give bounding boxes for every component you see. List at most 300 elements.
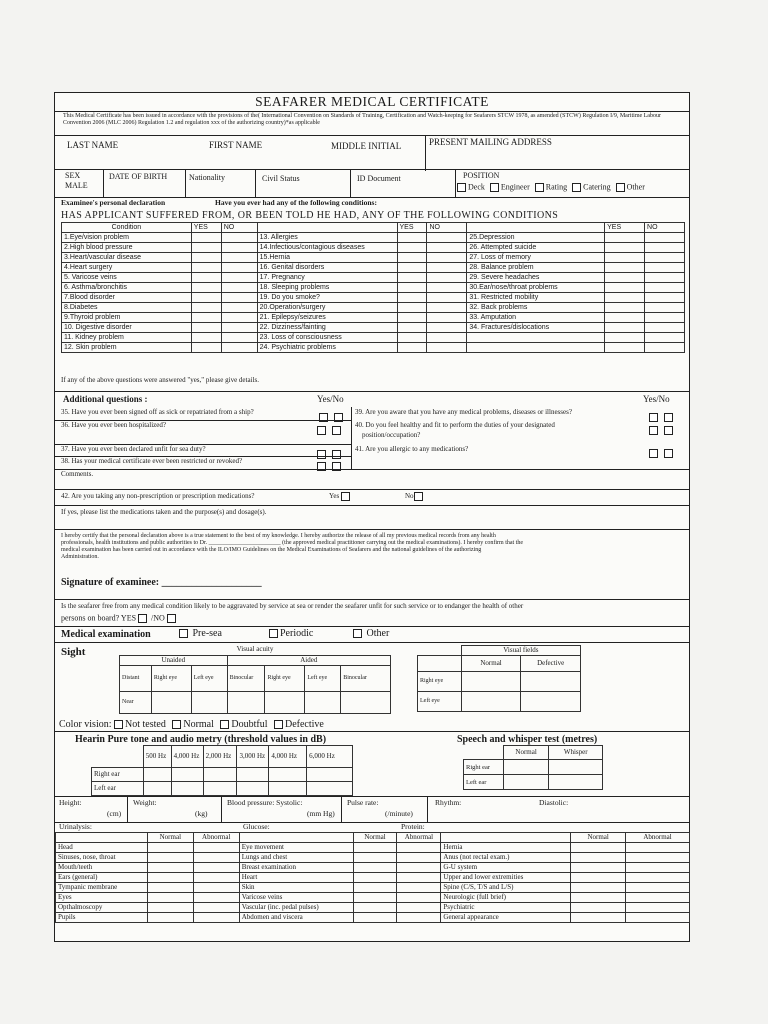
physical-exam-table — [55, 832, 690, 923]
abnormal-cell[interactable] — [193, 893, 239, 903]
q41-yes-checkbox[interactable] — [649, 449, 658, 458]
normal-cell[interactable] — [353, 893, 397, 903]
conditions-table — [61, 222, 685, 353]
physical-item-label: Opthalmoscopy — [56, 903, 148, 913]
yes-cell[interactable] — [397, 273, 427, 283]
no-cell[interactable] — [427, 313, 467, 323]
engineer-checkbox[interactable] — [490, 183, 499, 192]
q36-no-checkbox[interactable] — [332, 426, 341, 435]
condition-row — [62, 313, 685, 323]
physical-row — [56, 863, 690, 873]
yes-cell[interactable] — [605, 313, 645, 323]
abnormal-cell[interactable] — [626, 863, 690, 873]
q40: 40. Do you feel healthy and fit to perform the duties of your designated — [355, 421, 555, 429]
sight-label: Sight — [61, 646, 86, 658]
no-cell[interactable] — [221, 273, 257, 283]
exam-other-checkbox[interactable] — [353, 629, 362, 638]
yes-cell[interactable] — [397, 253, 427, 263]
condition-row — [62, 253, 685, 263]
condition-row — [62, 263, 685, 273]
phys-abnormal-3: Abnormal — [626, 833, 690, 843]
condition-row — [62, 233, 685, 243]
abnormal-cell[interactable] — [397, 913, 441, 923]
diastolic-label: Diastolic: — [539, 798, 569, 807]
cv-defective-checkbox[interactable] — [274, 720, 283, 729]
yes-cell[interactable] — [605, 263, 645, 273]
no-cell[interactable] — [221, 283, 257, 293]
normal-cell[interactable] — [571, 883, 626, 893]
q42-yes-checkbox[interactable] — [341, 492, 350, 501]
cv-normal-checkbox[interactable] — [172, 720, 181, 729]
no-cell[interactable] — [221, 333, 257, 343]
pulse-label: Pulse rate: — [347, 798, 379, 807]
yes-cell[interactable] — [605, 343, 645, 353]
yes-cell[interactable] — [397, 313, 427, 323]
condition-label: 22. Dizziness/fainting — [257, 323, 397, 333]
physical-row — [56, 843, 690, 853]
speech-normal: Normal — [503, 746, 549, 760]
col-aided-bino: Binocular — [341, 665, 391, 691]
cv-not-tested-checkbox[interactable] — [114, 720, 123, 729]
protein-label: Protein: — [401, 822, 425, 831]
weight-label: Weight: — [133, 798, 157, 807]
no-cell[interactable] — [221, 293, 257, 303]
if-yes-details: If any of the above questions were answered "yes," please give details. — [61, 376, 259, 384]
abnormal-cell[interactable] — [626, 843, 690, 853]
phys-header-row — [56, 833, 690, 843]
yes-cell[interactable] — [191, 303, 221, 313]
condition-row — [62, 273, 685, 283]
normal-cell[interactable] — [353, 913, 397, 923]
col-no-2: NO — [427, 223, 467, 233]
condition-label: 32. Back problems — [467, 303, 605, 313]
phys-normal-2: Normal — [353, 833, 397, 843]
yes-cell[interactable] — [191, 293, 221, 303]
q40-no-checkbox[interactable] — [664, 426, 673, 435]
physical-item-label: Ears (general) — [56, 873, 148, 883]
yes-cell[interactable] — [605, 273, 645, 283]
yes-cell[interactable] — [605, 333, 645, 343]
normal-cell[interactable] — [147, 863, 193, 873]
q36-boxes — [317, 421, 343, 439]
yes-cell[interactable] — [191, 253, 221, 263]
yes-cell[interactable] — [397, 293, 427, 303]
certify-line-3: medical examination has been carried out in accordance with the ILO/IMO Guidelines on the Medical Examinations of Seafarers and the national guidelines of the authorizing — [61, 547, 482, 553]
freq-3000: 3,000 Hz — [237, 746, 269, 768]
condition-label: 8.Diabetes — [62, 303, 192, 313]
no-cell[interactable] — [427, 323, 467, 333]
phys-normal-3: Normal — [571, 833, 626, 843]
abnormal-cell[interactable] — [397, 893, 441, 903]
normal-cell[interactable] — [147, 903, 193, 913]
visual-fields-heading: Visual fields — [461, 646, 580, 656]
normal-cell[interactable] — [571, 863, 626, 873]
yes-cell[interactable] — [191, 313, 221, 323]
no-cell[interactable] — [427, 273, 467, 283]
row-near: Near — [120, 691, 152, 713]
no-cell[interactable] — [427, 303, 467, 313]
physical-item-label: Head — [56, 843, 148, 853]
q36-yes-checkbox[interactable] — [317, 426, 326, 435]
declaration-question: Have you ever had any of the following conditions: — [215, 198, 377, 207]
condition-row — [62, 243, 685, 253]
condition-label: 20.Operation/surgery — [257, 303, 397, 313]
normal-cell[interactable] — [571, 873, 626, 883]
no-cell[interactable] — [221, 243, 257, 253]
additional-heading: Additional questions : — [63, 394, 148, 404]
periodic-checkbox[interactable] — [269, 629, 278, 638]
yes-cell[interactable] — [191, 273, 221, 283]
normal-cell[interactable] — [571, 903, 626, 913]
col-no-3: NO — [645, 223, 685, 233]
abnormal-cell[interactable] — [397, 873, 441, 883]
deck-checkbox[interactable] — [457, 183, 466, 192]
visual-acuity-heading: Visual acuity — [120, 645, 391, 655]
freq-4000b: 4,000 Hz — [269, 746, 307, 768]
no-cell[interactable] — [427, 263, 467, 273]
no-cell[interactable] — [645, 333, 685, 343]
yes-cell[interactable] — [605, 323, 645, 333]
physical-item-label: Lungs and chest — [239, 853, 353, 863]
rating-checkbox[interactable] — [535, 183, 544, 192]
fitness-no-checkbox[interactable] — [167, 614, 176, 623]
yes-cell[interactable] — [191, 323, 221, 333]
no-cell[interactable] — [645, 233, 685, 243]
yes-cell[interactable] — [397, 263, 427, 273]
yes-cell[interactable] — [397, 303, 427, 313]
abnormal-cell[interactable] — [397, 853, 441, 863]
normal-cell[interactable] — [147, 913, 193, 923]
normal-cell[interactable] — [571, 913, 626, 923]
q35: 35. Have you ever been signed off as sick or repatriated from a ship? — [61, 408, 254, 416]
cv-doubtful-checkbox[interactable] — [220, 720, 229, 729]
catering-checkbox[interactable] — [572, 183, 581, 192]
physical-item-label: Varicose veins — [239, 893, 353, 903]
yes-cell[interactable] — [191, 233, 221, 243]
no-cell[interactable] — [221, 343, 257, 353]
yes-cell[interactable] — [191, 283, 221, 293]
yes-cell[interactable] — [191, 333, 221, 343]
yes-cell[interactable] — [605, 243, 645, 253]
hearing-label: Hearin Pure tone and audio metry (threshold values in dB) — [75, 734, 327, 745]
no-cell[interactable] — [645, 253, 685, 263]
phys-abnormal-1: Abnormal — [193, 833, 239, 843]
abnormal-cell[interactable] — [193, 843, 239, 853]
yes-cell[interactable] — [397, 243, 427, 253]
condition-label: 4.Heart surgery — [62, 263, 192, 273]
physical-row — [56, 883, 690, 893]
no-cell[interactable] — [645, 273, 685, 283]
physical-item-label: Spine (C/S, T/S and L/S) — [441, 883, 571, 893]
q40-yes-checkbox[interactable] — [649, 426, 658, 435]
no-cell[interactable] — [645, 323, 685, 333]
normal-cell[interactable] — [353, 903, 397, 913]
abnormal-cell[interactable] — [397, 843, 441, 853]
col-unaided-right: Right eye — [151, 665, 191, 691]
color-vision: Color vision: Not tested Normal Doubtful Defective — [59, 719, 324, 730]
no-cell[interactable] — [645, 343, 685, 353]
bp-unit: (mm Hg) — [307, 809, 335, 818]
condition-label: 15.Hernia — [257, 253, 397, 263]
yes-cell[interactable] — [605, 303, 645, 313]
condition-label: 30.Ear/nose/throat problems — [467, 283, 605, 293]
speech-label: Speech and whisper test (metres) — [457, 734, 598, 745]
rhythm-label: Rhythm: — [435, 798, 462, 807]
presea-checkbox[interactable] — [179, 629, 188, 638]
page-title: SEAFARER MEDICAL CERTIFICATE — [255, 94, 489, 109]
civil-status-label: Civil Status — [262, 174, 300, 183]
yes-cell[interactable] — [397, 283, 427, 293]
no-cell[interactable] — [645, 243, 685, 253]
abnormal-cell[interactable] — [626, 853, 690, 863]
no-cell[interactable] — [645, 283, 685, 293]
q36: 36. Have you ever been hospitalized? — [61, 421, 166, 429]
position-options: Deck Engineer Rating Catering Other — [457, 183, 645, 192]
nationality-label: Nationality — [189, 173, 225, 182]
condition-label: 34. Fractures/dislocations — [467, 323, 605, 333]
no-cell[interactable] — [427, 253, 467, 263]
yes-cell[interactable] — [397, 343, 427, 353]
no-cell[interactable] — [427, 283, 467, 293]
normal-cell[interactable] — [147, 893, 193, 903]
conditions-header-row — [62, 223, 685, 233]
visual-acuity-table — [119, 645, 391, 714]
physical-item-label: Tympanic membrane — [56, 883, 148, 893]
no-cell[interactable] — [427, 233, 467, 243]
abnormal-cell[interactable] — [626, 883, 690, 893]
col-distant: Distant — [120, 665, 152, 691]
normal-cell[interactable] — [147, 843, 193, 853]
no-cell[interactable] — [221, 233, 257, 243]
condition-label: 21. Epilepsy/seizures — [257, 313, 397, 323]
no-cell[interactable] — [645, 293, 685, 303]
exam-other: Other — [353, 628, 389, 639]
abnormal-cell[interactable] — [626, 913, 690, 923]
physical-item-label: Neurologic (full brief) — [441, 893, 571, 903]
signature-line[interactable]: Signature of examinee: ____________________ — [61, 577, 262, 588]
condition-label: 27. Loss of memory — [467, 253, 605, 263]
no-cell[interactable] — [427, 333, 467, 343]
no-cell[interactable] — [645, 313, 685, 323]
no-cell[interactable] — [645, 303, 685, 313]
middle-initial-label: MIDDLE INITIAL — [331, 141, 402, 151]
condition-label: 24. Psychiatric problems — [257, 343, 397, 353]
speech-table — [463, 745, 603, 790]
q41-no-checkbox[interactable] — [664, 449, 673, 458]
physical-item-label: Psychiatric — [441, 903, 571, 913]
q38-boxes — [317, 457, 343, 475]
speech-whisper: Whisper — [549, 746, 603, 760]
freq-4000a: 4,000 Hz — [171, 746, 203, 768]
col-condition: Condition — [62, 223, 192, 233]
unaided-heading: Unaided — [120, 655, 228, 665]
no-cell[interactable] — [645, 263, 685, 273]
id-document-label: ID Document — [357, 174, 401, 183]
no-cell[interactable] — [427, 243, 467, 253]
weight-unit: (kg) — [195, 809, 208, 818]
q41: 41. Are you allergic to any medications? — [355, 445, 469, 453]
yes-cell[interactable] — [191, 243, 221, 253]
q42-yes: Yes — [329, 492, 352, 501]
audio-left-ear: Left ear — [92, 782, 144, 796]
condition-label — [467, 333, 605, 343]
glucose-label: Glucose: — [243, 822, 270, 831]
abnormal-cell[interactable] — [193, 913, 239, 923]
condition-label: 31. Restricted mobility — [467, 293, 605, 303]
declaration-label: Examinee's personal declaration — [61, 198, 166, 207]
condition-label: 28. Balance problem — [467, 263, 605, 273]
yes-cell[interactable] — [191, 343, 221, 353]
height-unit: (cm) — [107, 809, 122, 818]
address-label: PRESENT MAILING ADDRESS — [429, 137, 552, 147]
no-cell[interactable] — [221, 253, 257, 263]
yes-cell[interactable] — [191, 263, 221, 273]
abnormal-cell[interactable] — [193, 873, 239, 883]
condition-label: 13. Allergies — [257, 233, 397, 243]
condition-label: 5. Varicose veins — [62, 273, 192, 283]
physical-row — [56, 903, 690, 913]
no-cell[interactable] — [221, 313, 257, 323]
q38: 38. Has your medical certificate ever been restricted or revoked? — [61, 457, 243, 465]
abnormal-cell[interactable] — [626, 903, 690, 913]
condition-label: 23. Loss of consciousness — [257, 333, 397, 343]
normal-cell[interactable] — [571, 853, 626, 863]
physical-item-label: G-U system — [441, 863, 571, 873]
q42-no-checkbox[interactable] — [414, 492, 423, 501]
normal-cell[interactable] — [571, 893, 626, 903]
q42: 42. Are you taking any non-prescription or prescription medications? — [61, 492, 255, 500]
sex-label: SEX — [65, 171, 81, 180]
normal-cell[interactable] — [147, 873, 193, 883]
yes-cell[interactable] — [397, 323, 427, 333]
condition-label: 33. Amputation — [467, 313, 605, 323]
fitness-question: Is the seafarer free from any medical condition likely to be aggravated by service at sea or render the seafarer unfit for such service or to endanger the health of other — [61, 602, 524, 610]
col-yes-2: YES — [397, 223, 427, 233]
normal-cell[interactable] — [353, 853, 397, 863]
yes-cell[interactable] — [605, 253, 645, 263]
q39: 39. Are you aware that you have any medical problems, diseases or illnesses? — [355, 408, 572, 416]
physical-item-label: Eyes — [56, 893, 148, 903]
q42-no: No — [405, 492, 425, 501]
condition-row — [62, 333, 685, 343]
normal-cell[interactable] — [353, 883, 397, 893]
normal-cell[interactable] — [353, 873, 397, 883]
other-checkbox[interactable] — [616, 183, 625, 192]
col-yes: YES — [191, 223, 221, 233]
bp-label: Blood pressure: Systolic: — [227, 798, 303, 807]
exam-presea: Pre-sea — [179, 628, 222, 639]
q40-cont: position/occupation? — [362, 431, 421, 439]
normal-cell[interactable] — [147, 883, 193, 893]
condition-label: 1.Eye/vision problem — [62, 233, 192, 243]
abnormal-cell[interactable] — [626, 893, 690, 903]
condition-row — [62, 303, 685, 313]
condition-label: 2.High blood pressure — [62, 243, 192, 253]
abnormal-cell[interactable] — [397, 903, 441, 913]
abnormal-cell[interactable] — [193, 863, 239, 873]
physical-item-label: Pupils — [56, 913, 148, 923]
condition-label — [467, 343, 605, 353]
physical-row — [56, 853, 690, 863]
no-cell[interactable] — [427, 343, 467, 353]
abnormal-cell[interactable] — [626, 873, 690, 883]
col-yes-3: YES — [605, 223, 645, 233]
physical-item-label: General appearance — [441, 913, 571, 923]
yes-cell[interactable] — [397, 333, 427, 343]
dob-label: DATE OF BIRTH — [109, 172, 168, 181]
yes-cell[interactable] — [605, 233, 645, 243]
physical-item-label: Sinuses, nose, throat — [56, 853, 148, 863]
pulse-unit: (/minute) — [385, 809, 413, 818]
abnormal-cell[interactable] — [193, 903, 239, 913]
normal-cell[interactable] — [353, 843, 397, 853]
abnormal-cell[interactable] — [193, 883, 239, 893]
normal-cell[interactable] — [147, 853, 193, 863]
physical-item-label: Eye movement — [239, 843, 353, 853]
yes-cell[interactable] — [605, 293, 645, 303]
yes-no-label-2: Yes/No — [643, 394, 670, 404]
position-label: POSITION — [463, 171, 500, 180]
medical-exam-label: Medical examination — [61, 629, 151, 640]
condition-row — [62, 293, 685, 303]
certify-line-4: Administration. — [61, 554, 99, 560]
freq-6000: 6,000 Hz — [307, 746, 353, 768]
physical-item-label: Hernia — [441, 843, 571, 853]
no-cell[interactable] — [221, 303, 257, 313]
condition-label: 3.Heart/vascular disease — [62, 253, 192, 263]
freq-500: 500 Hz — [143, 746, 171, 768]
col-aided-left: Left eye — [305, 665, 341, 691]
condition-label: 7.Blood disorder — [62, 293, 192, 303]
physical-item-label: Vascular (inc. pedal pulses) — [239, 903, 353, 913]
no-cell[interactable] — [221, 323, 257, 333]
no-cell[interactable] — [427, 293, 467, 303]
normal-cell[interactable] — [571, 843, 626, 853]
intro-text: This Medical Certificate has been issued in accordance with the provisions of the( International Convention on Standards of Training, Certification and Watch-keeping for Seafarers STCW 1978, as amended (STCW) Regulation I/9, Maritime Labour Convention 2006 (MLC 2006) Regulation 1.2 and regulation xxx of the authorizing country)*as applicable — [63, 113, 661, 127]
physical-row — [56, 873, 690, 883]
abnormal-cell[interactable] — [193, 853, 239, 863]
first-name-label: FIRST NAME — [209, 140, 263, 150]
condition-label: 9.Thyroid problem — [62, 313, 192, 323]
visual-fields-table — [417, 645, 581, 712]
physical-item-label: Mouth/teeth — [56, 863, 148, 873]
last-name-label: LAST NAME — [67, 140, 119, 150]
speech-left-ear: Left ear — [464, 775, 504, 790]
sex-value: MALE — [65, 181, 88, 190]
physical-row — [56, 913, 690, 923]
yes-no-label-1: Yes/No — [317, 394, 344, 404]
yes-cell[interactable] — [397, 233, 427, 243]
urinalysis-label: Urinalysis: — [59, 822, 92, 831]
phys-normal-1: Normal — [147, 833, 193, 843]
abnormal-cell[interactable] — [397, 883, 441, 893]
fitness-yes-checkbox[interactable] — [138, 614, 147, 623]
normal-cell[interactable] — [353, 863, 397, 873]
physical-item-label: Skin — [239, 883, 353, 893]
q41-boxes — [649, 444, 675, 462]
col-unaided-bino: Binocular — [227, 665, 265, 691]
condition-label: 19. Do you smoke? — [257, 293, 397, 303]
yes-cell[interactable] — [605, 283, 645, 293]
abnormal-cell[interactable] — [397, 863, 441, 873]
physical-item-label: Breast examination — [239, 863, 353, 873]
speech-right-ear: Right ear — [464, 760, 504, 775]
fitness-answer: persons on board? YES /NO — [61, 614, 178, 623]
physical-item-label: Anus (not rectal exam.) — [441, 853, 571, 863]
q42-detail: If yes, please list the medications taken and the purpose(s) and dosage(s). — [61, 508, 267, 516]
no-cell[interactable] — [221, 263, 257, 273]
height-label: Height: — [59, 798, 82, 807]
